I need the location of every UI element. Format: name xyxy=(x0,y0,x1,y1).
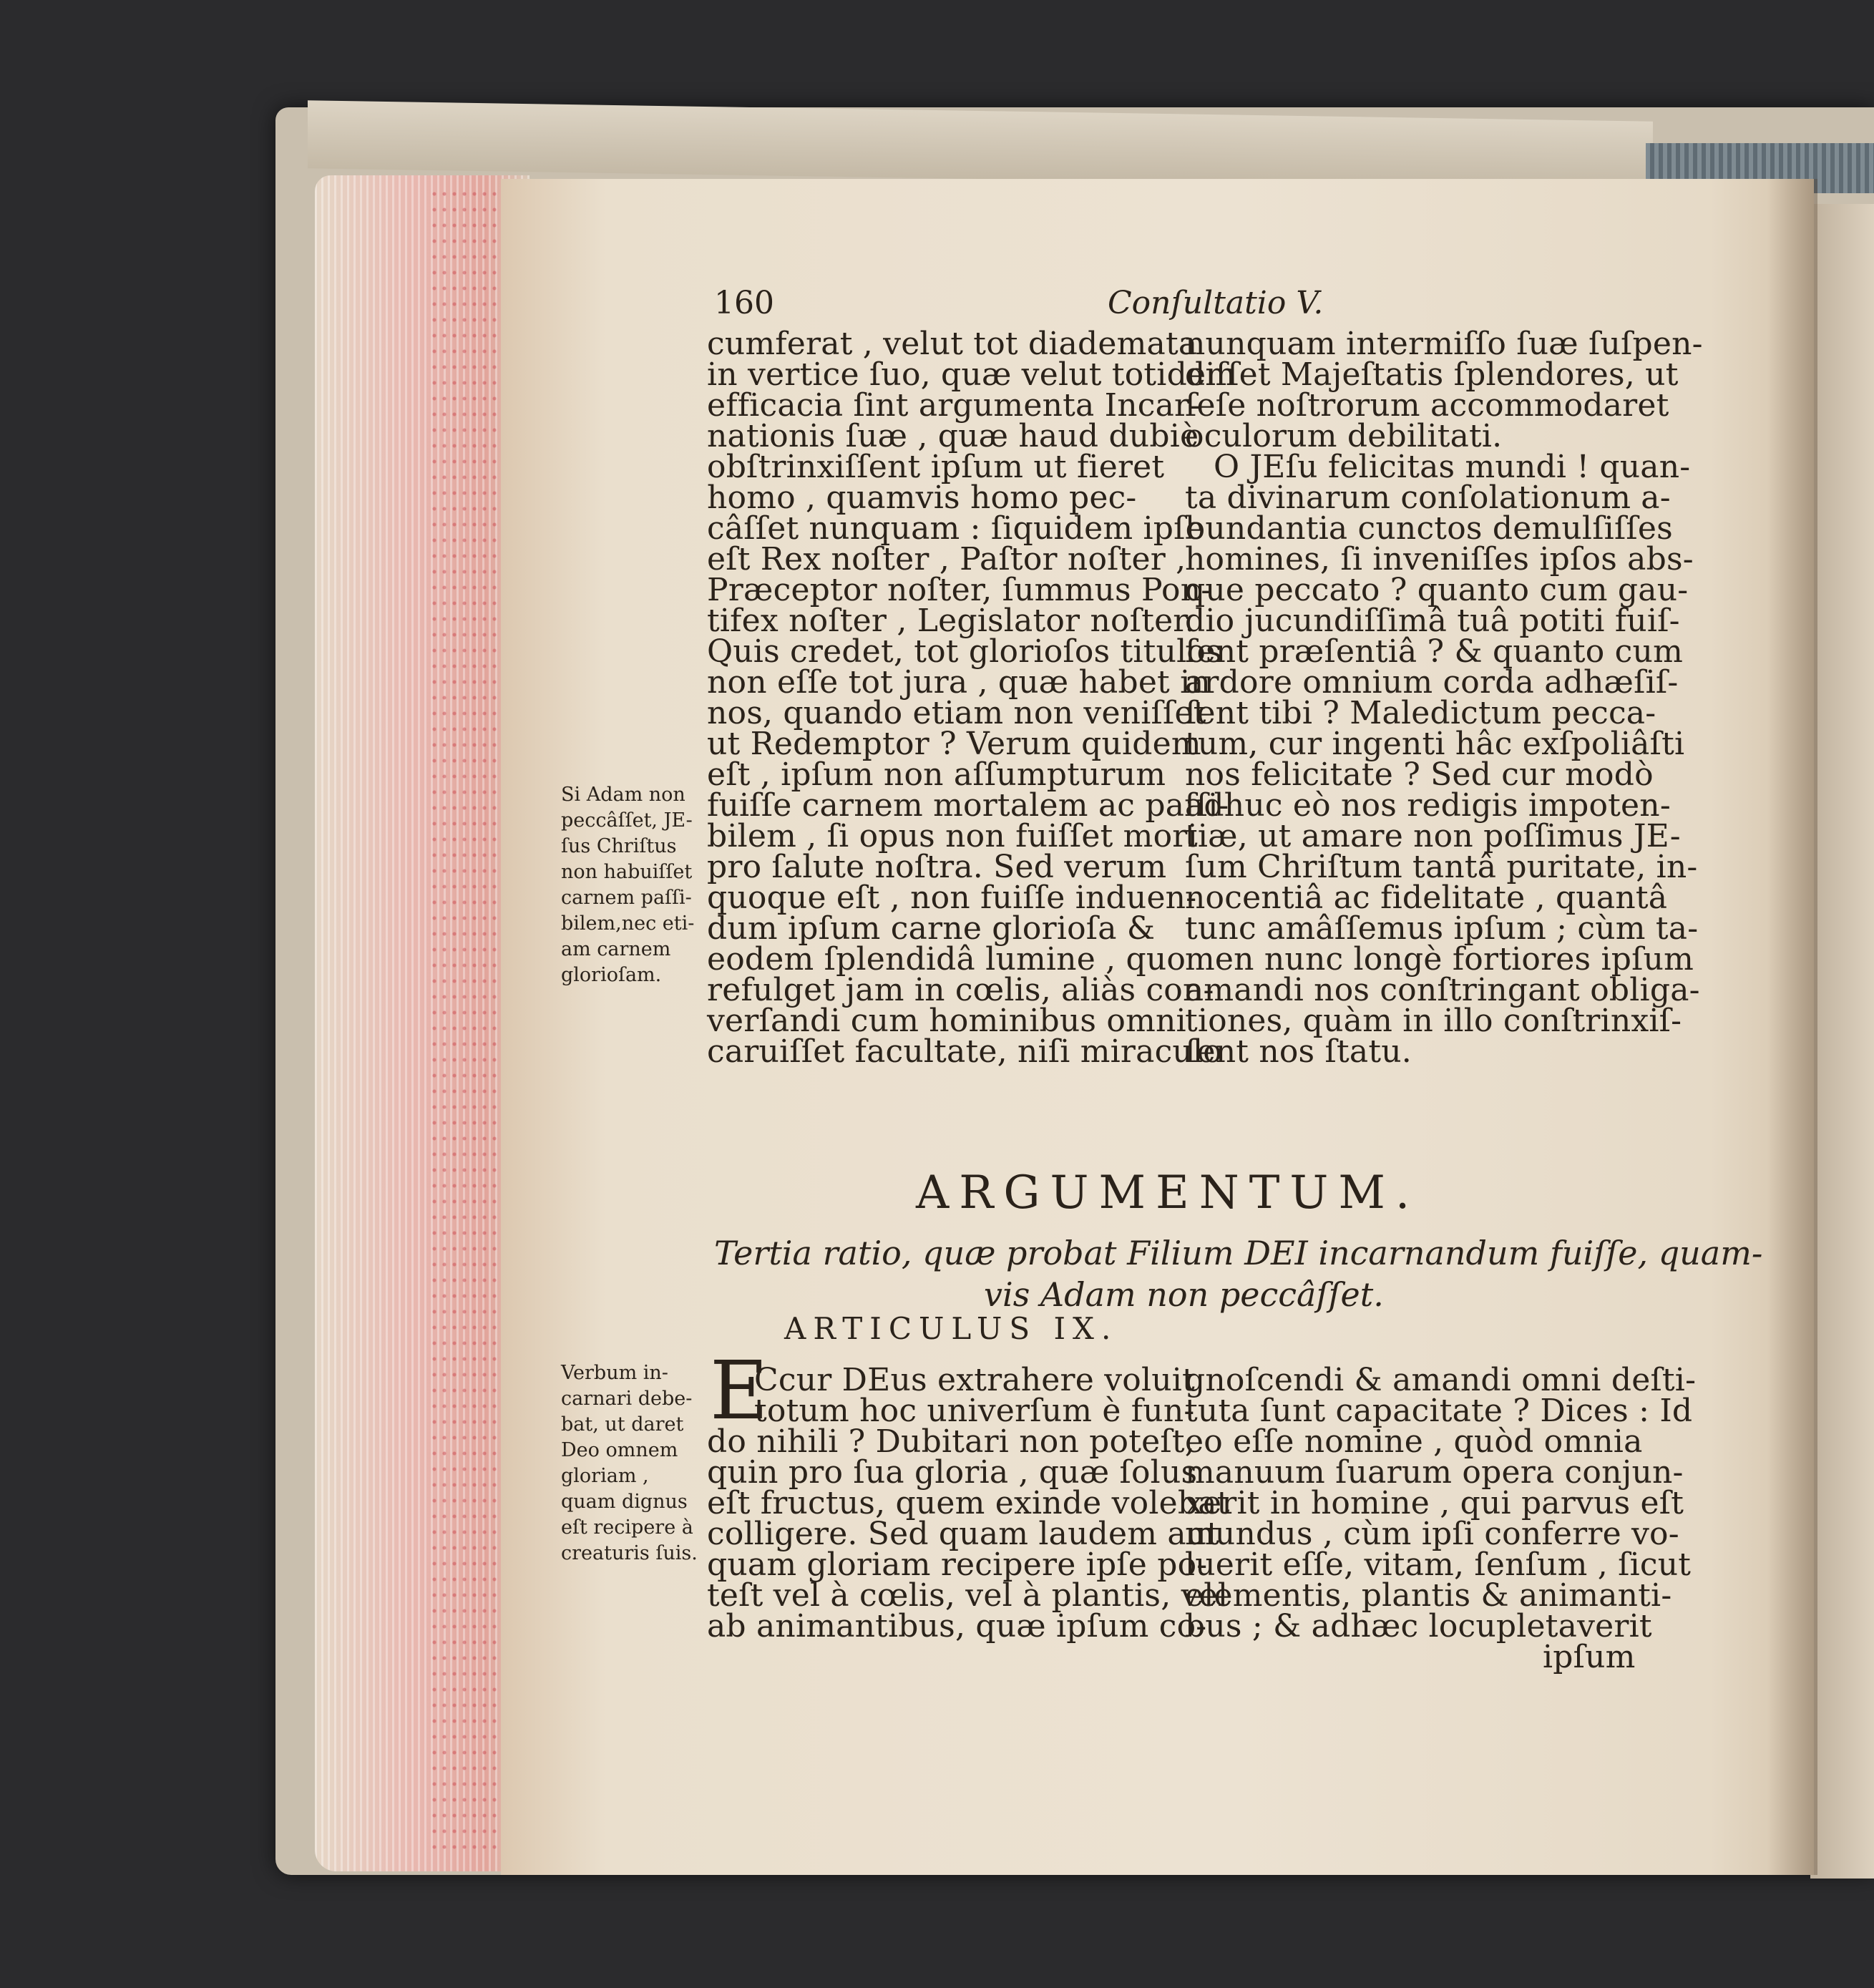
facing-page-edge xyxy=(1810,204,1874,1879)
text-line: manuum ſuarum opera conjun- xyxy=(1185,1454,1684,1491)
text-line: O JEſu felicitas mundi ! quan- xyxy=(1214,449,1691,485)
text-line: eo eſſe nomine , quòd omnia xyxy=(1185,1423,1643,1460)
text-line: nocentiâ ac fidelitate , quantâ xyxy=(1185,880,1668,916)
text-line: homo , quamvis homo pec- xyxy=(707,479,1137,516)
text-line: elementis, plantis & animanti- xyxy=(1185,1577,1672,1614)
text-line: adhuc eò nos redigis impoten- xyxy=(1185,787,1671,824)
margin-line: ſus Chriſtus xyxy=(561,835,677,857)
text-line: Ccur DEus extrahere voluit xyxy=(754,1362,1195,1398)
margin-line: eſt recipere à xyxy=(561,1516,693,1539)
text-line: eſt , ipſum non aſſumpturum xyxy=(707,756,1166,793)
text-line: caruiſſet facultate, niſi miraculo xyxy=(707,1033,1222,1070)
text-line: que peccato ? quanto cum gau- xyxy=(1185,572,1689,608)
text-line: dum ipſum carne glorioſa & xyxy=(707,910,1156,947)
text-line: mundus , cùm ipſi conferre vo- xyxy=(1185,1516,1679,1552)
text-line: totum hoc univerſum è fun- xyxy=(754,1393,1195,1429)
text-line: ut Redemptor ? Verum quidem xyxy=(707,726,1201,762)
text-line: quoque eſt , non fuiſſe induen- xyxy=(707,880,1197,916)
text-line: gnoſcendi & amandi omni deſti- xyxy=(1185,1362,1697,1398)
margin-line: glorioſam. xyxy=(561,964,662,986)
text-line: colligere. Sed quam laudem aut xyxy=(707,1516,1220,1552)
text-line: quam gloriam recipere ipſe po- xyxy=(707,1546,1208,1583)
text-line: tifex noſter , Legislator noſter. xyxy=(707,603,1195,639)
margin-line: quam dignus xyxy=(561,1491,688,1513)
text-line: bundantia cunctos demulſiſſes xyxy=(1185,510,1673,547)
margin-line: Verbum in- xyxy=(561,1362,668,1384)
text-line: teſt vel à cœlis, vel à plantis, vel xyxy=(707,1577,1229,1614)
text-line: bus ; & adhæc locupletaverit xyxy=(1185,1608,1652,1645)
catchword: ipſum xyxy=(1543,1639,1636,1675)
text-line: ab animantibus, quæ ipſum co- xyxy=(707,1608,1207,1645)
margin-line: am carnem xyxy=(561,938,671,960)
text-line: men nunc longè fortiores ipſum xyxy=(1185,941,1694,978)
text-line: efficacia ſint argumenta Incar- xyxy=(707,387,1201,424)
margin-line: creaturis ſuis. xyxy=(561,1542,698,1564)
text-line: Præceptor noſter, ſummus Pon- xyxy=(707,572,1212,608)
text-line: quin pro ſua gloria , quæ ſolus xyxy=(707,1454,1198,1491)
text-line: in vertice ſuo, quæ velut totidem xyxy=(707,356,1236,393)
text-line: refulget jam in cœlis, aliàs con- xyxy=(707,972,1214,1008)
text-line: bilem , ſi opus non fuiſſet mori xyxy=(707,818,1198,854)
text-line: eſt fructus, quem exinde volebat xyxy=(707,1485,1230,1521)
margin-line: Si Adam non xyxy=(561,784,685,806)
text-line: ardore omnium corda adhæſiſ- xyxy=(1185,664,1679,701)
margin-line: non habuiſſet xyxy=(561,861,693,883)
text-line: do nihili ? Dubitari non poteſt, xyxy=(707,1423,1195,1460)
text-line: pro ſalute noſtra. Sed verum xyxy=(707,849,1167,885)
text-line: nunquam intermiſſo ſuæ ſuſpen- xyxy=(1185,326,1703,362)
page-number: 160 xyxy=(714,285,774,321)
margin-line: carnem paſſi- xyxy=(561,887,692,909)
section-subtitle-line-2: vis Adam non peccâſſet. xyxy=(984,1275,1384,1314)
text-line: ta divinarum conſolationum a- xyxy=(1185,479,1671,516)
text-line: nos, quando etiam non veniſſet xyxy=(707,695,1206,731)
text-line: nationis ſuæ , quæ haud dubiè xyxy=(707,418,1199,454)
text-line: amandi nos conſtringant obliga- xyxy=(1185,972,1700,1008)
text-line: verſandi cum hominibus omni xyxy=(707,1003,1186,1039)
section-subtitle-line-1: Tertia ratio, quæ probat Filium DEI incarnandum fuiſſe, quam- xyxy=(714,1234,1763,1272)
text-line: tum, cur ingenti hâc exſpoliâſti xyxy=(1185,726,1685,762)
text-line: câſſet nunquam : ſiquidem ipſe xyxy=(707,510,1204,547)
text-line: ſent præſentiâ ? & quanto cum xyxy=(1185,633,1683,670)
text-line: ſent nos ſtatu. xyxy=(1185,1033,1412,1070)
section-title: ARGUMENTUM. xyxy=(916,1166,1420,1219)
page-gutter xyxy=(1767,179,1817,1875)
text-line: obſtrinxiſſent ipſum ut fieret xyxy=(707,449,1165,485)
text-line: diſſet Majeſtatis ſplendores, ut xyxy=(1185,356,1679,393)
margin-line: bilem,nec eti- xyxy=(561,912,695,935)
margin-line: peccâſſet, JE- xyxy=(561,809,693,832)
margin-line: gloriam , xyxy=(561,1465,649,1487)
margin-line: Deo omnem xyxy=(561,1439,678,1461)
text-line: homines, ſi inveniſſes ipſos abs- xyxy=(1185,541,1694,578)
running-head: Conſultatio V. xyxy=(1108,285,1324,321)
text-line: xerit in homine , qui parvus eſt xyxy=(1185,1485,1684,1521)
text-line: tiones, quàm in illo conſtrinxiſ- xyxy=(1185,1003,1682,1039)
margin-line: bat, ut daret xyxy=(561,1413,684,1436)
text-line: fuiſſe carnem mortalem ac paſſi- xyxy=(707,787,1229,824)
text-line: tuta ſunt capacitate ? Dices : Id xyxy=(1185,1393,1693,1429)
text-line: oculorum debilitati. xyxy=(1185,418,1503,454)
text-line: non eſſe tot jura , quæ habet in xyxy=(707,664,1211,701)
text-line: tiæ, ut amare non poſſimus JE- xyxy=(1185,818,1681,854)
text-line: eodem ſplendidâ lumine , quo xyxy=(707,941,1186,978)
text-line: eſt Rex noſter , Paſtor noſter , xyxy=(707,541,1186,578)
text-line: dio jucundiſſimâ tuâ potiti fuiſ- xyxy=(1185,603,1680,639)
article-heading: ARTICULUS IX. xyxy=(784,1311,1118,1346)
drop-cap: E xyxy=(710,1345,768,1438)
text-line: luerit eſſe, vitam, ſenſum , ſicut xyxy=(1185,1546,1692,1583)
text-line: cumferat , velut tot diademata xyxy=(707,326,1198,362)
text-line: ſum Chriſtum tantâ puritate, in- xyxy=(1185,849,1698,885)
text-line: nos felicitate ? Sed cur modò xyxy=(1185,756,1654,793)
margin-line: carnari debe- xyxy=(561,1388,693,1410)
text-line: tunc amâſſemus ipſum ; cùm ta- xyxy=(1185,910,1699,947)
text-line: Quis credet, tot glorioſos titulos xyxy=(707,633,1222,670)
text-line: ſent tibi ? Maledictum pecca- xyxy=(1185,695,1656,731)
text-line: ſeſe noſtrorum accommodaret xyxy=(1185,387,1669,424)
